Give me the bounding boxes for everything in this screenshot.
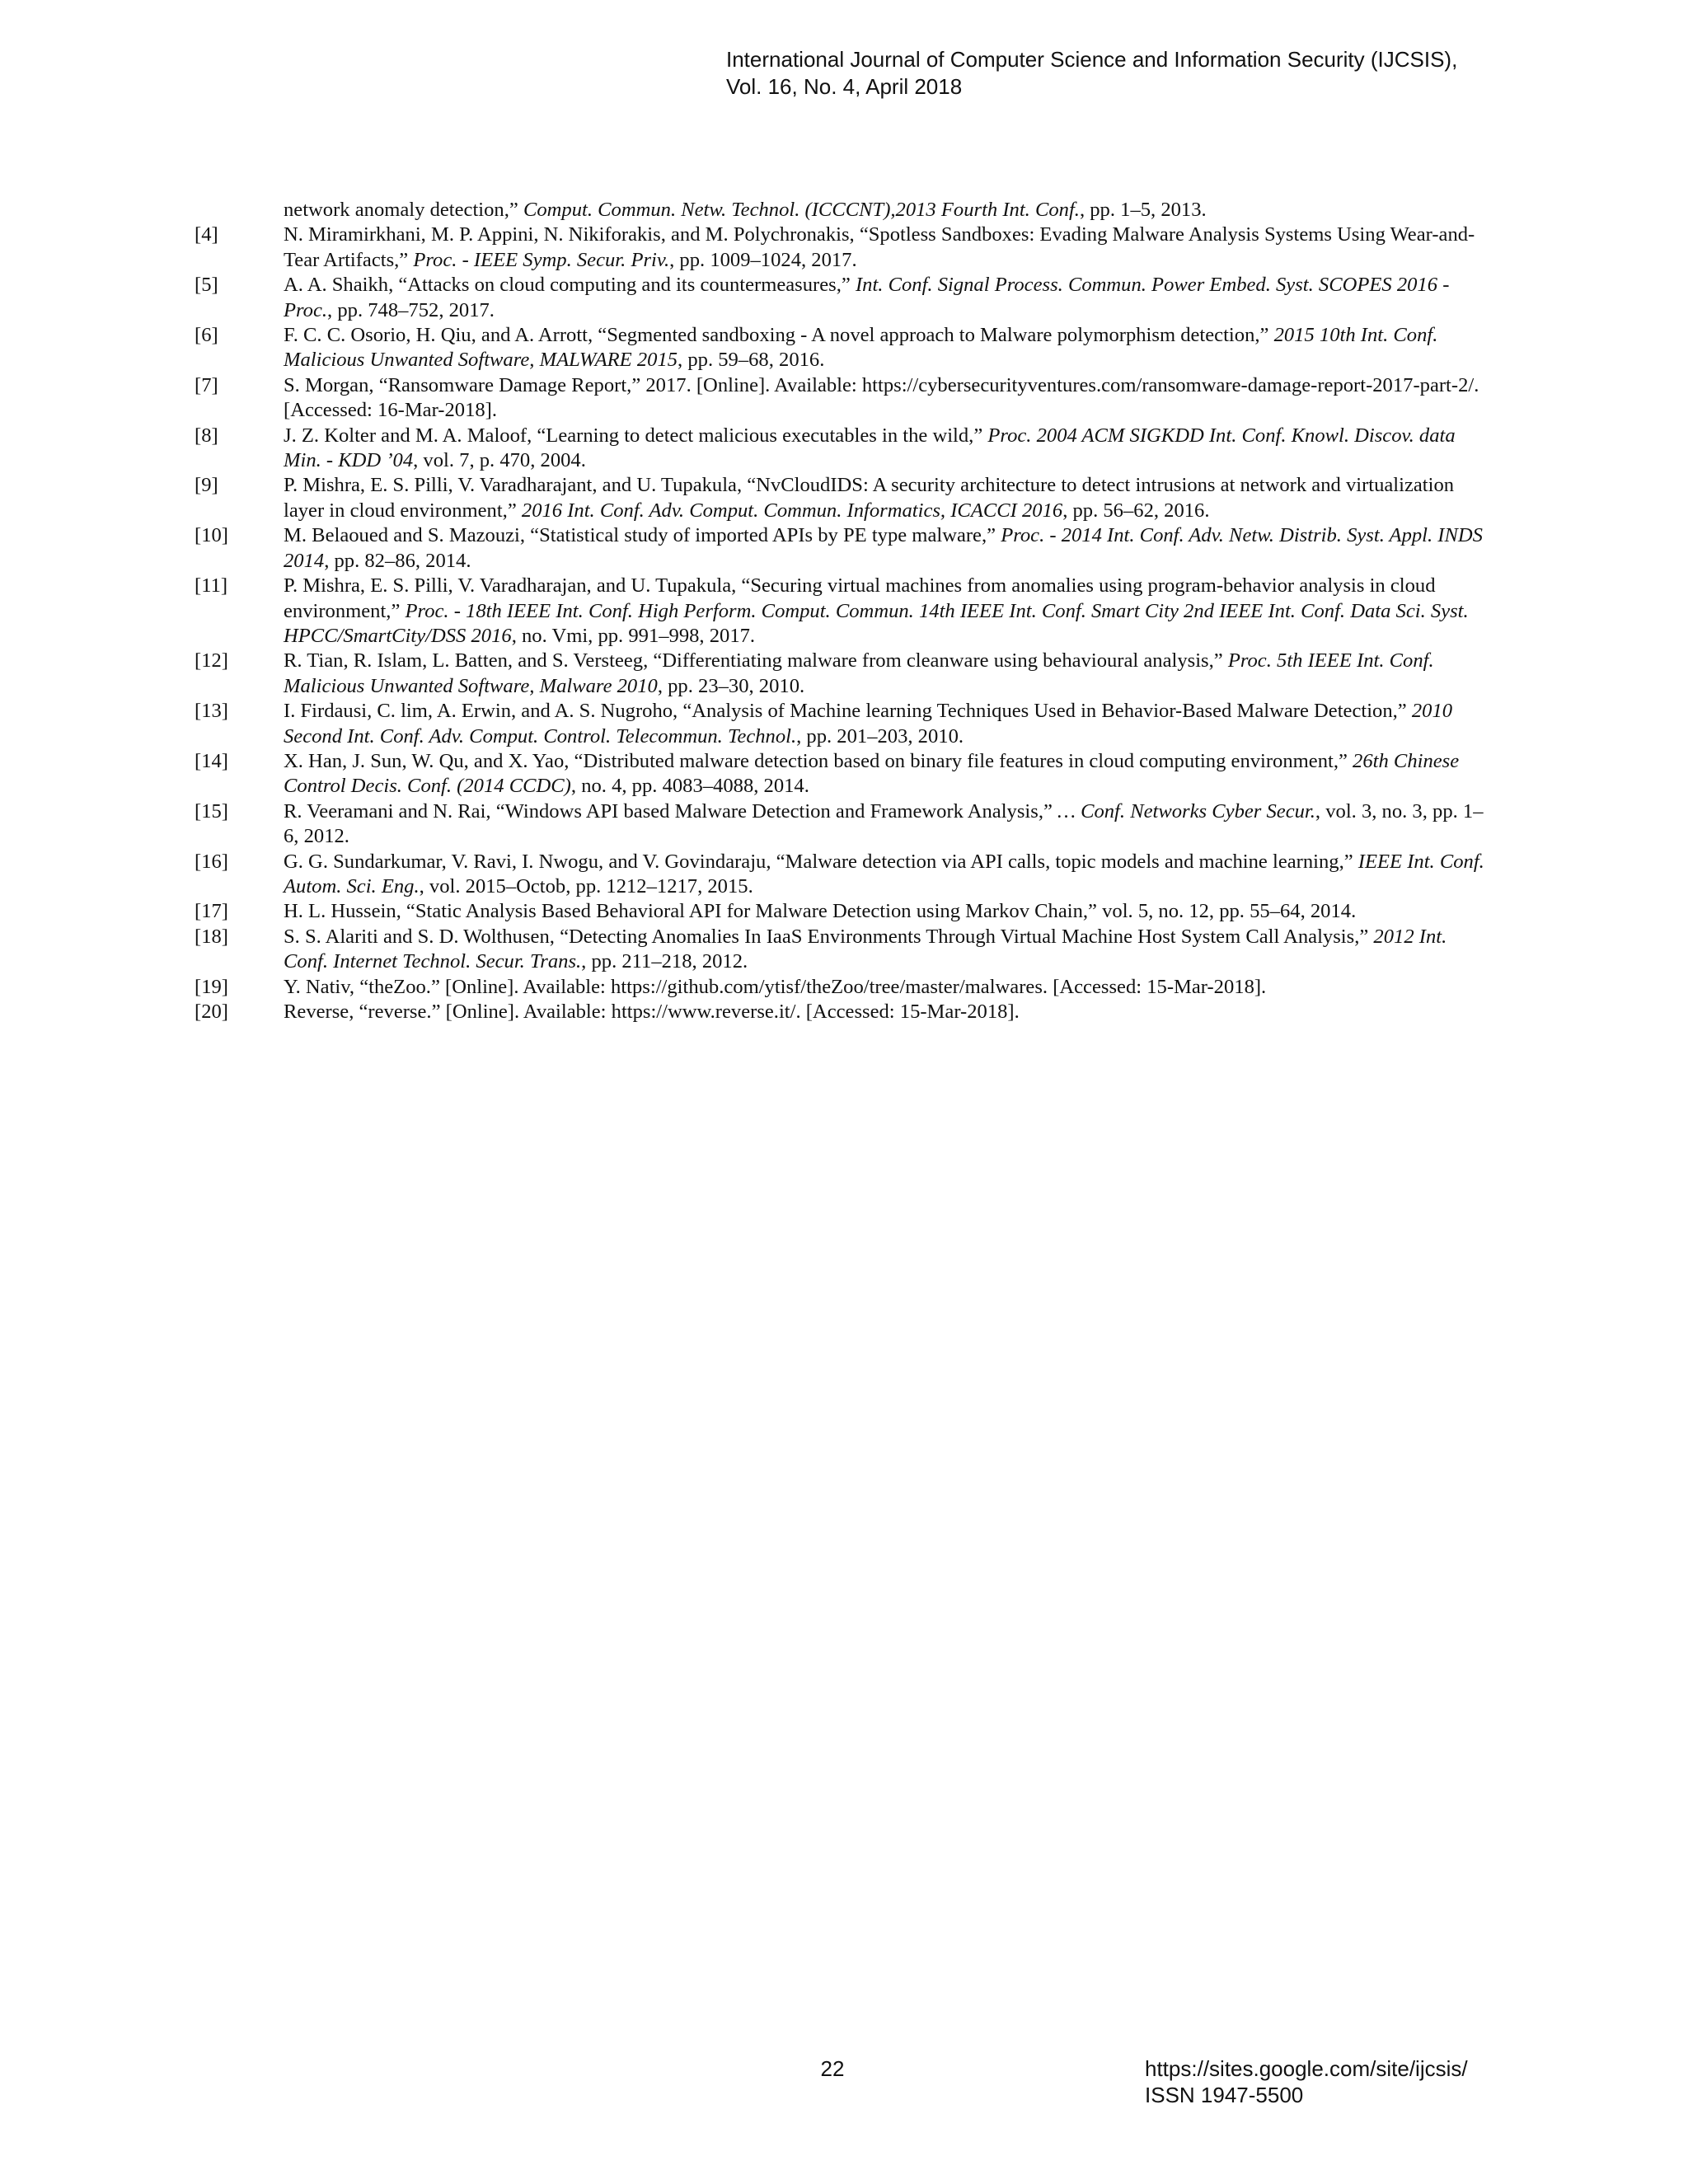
footer-url: https://sites.google.com/site/ijcsis/ xyxy=(1145,2056,1468,2081)
reference-text xyxy=(284,574,1485,649)
reference-segment: H. L. Hussein, “Static Analysis Based Behavioral API for Malware Detection using Markov Chain,” vol. 5, no. 12, pp. 55–64, 2014. xyxy=(284,900,1357,923)
reference-number: [8] xyxy=(195,424,218,447)
reference-item xyxy=(195,749,1485,799)
journal-title: International Journal of Computer Science and Information Security (IJCSIS), xyxy=(726,47,1458,72)
reference-segment: , pp. 211–218, 2012. xyxy=(581,950,748,973)
reference-segment: J. Z. Kolter and M. A. Maloof, “Learning to detect malicious executables in the wild,” xyxy=(284,424,988,447)
reference-text xyxy=(284,925,1485,975)
reference-number: [20] xyxy=(195,1001,228,1023)
reference-number: [7] xyxy=(195,373,218,396)
reference-item xyxy=(195,799,1485,850)
reference-number: [10] xyxy=(195,524,228,547)
page-number: 22 xyxy=(820,2056,845,2081)
reference-segment: , pp. 82–86, 2014. xyxy=(324,549,471,572)
reference-venue: 2015 10th Int. Conf. Malicious Unwanted Software, MALWARE 2015 xyxy=(284,324,1438,372)
reference-segment: P. Mishra, E. S. Pilli, V. Varadharajant, and U. Tupakula, “NvCloudIDS: A security architecture to detect intrusions at network and virtualization layer in cloud environment,” xyxy=(284,474,1455,522)
reference-item xyxy=(195,523,1485,574)
reference-text xyxy=(284,799,1485,850)
footer-issn: ISSN 1947-5500 xyxy=(1145,2083,1304,2107)
reference-venue: Proc. - 18th IEEE Int. Conf. High Perform. Comput. Commun. 14th IEEE Int. Conf. Smart City 2nd IEEE Int. Conf. Data Sci. Syst. HPCC/SmartCity/DSS 2016 xyxy=(284,599,1469,647)
reference-text xyxy=(284,649,1485,699)
reference-text xyxy=(284,273,1485,323)
reference-item xyxy=(195,699,1485,749)
reference-text xyxy=(284,473,1485,523)
reference-segment: , pp. 748–752, 2017. xyxy=(327,298,495,321)
reference-number: [19] xyxy=(195,975,228,998)
reference-item xyxy=(195,1000,1485,1024)
reference-number: [6] xyxy=(195,324,218,347)
journal-issue: Vol. 16, No. 4, April 2018 xyxy=(726,74,963,99)
reference-segment: , vol. 3, no. 3, pp. 1–6, 2012. xyxy=(284,799,1484,848)
reference-segment: , pp. 56–62, 2016. xyxy=(1062,499,1210,522)
reference-text xyxy=(284,975,1485,1000)
reference-text xyxy=(284,373,1485,424)
reference-venue: 2012 Int. Conf. Internet Technol. Secur. Trans. xyxy=(284,925,1447,973)
reference-segment: S. Morgan, “Ransomware Damage Report,” 2017. [Online]. Available: https://cybersecurityventures.com/ransomware-damage-report-2017-part-2/. [Accessed: 16-Mar-2018]. xyxy=(284,373,1479,422)
reference-text xyxy=(284,850,1485,900)
reference-segment: , pp. 23–30, 2010. xyxy=(657,674,805,697)
reference-segment: F. C. C. Osorio, H. Qiu, and A. Arrott, “Segmented sandboxing - A novel approach to Malware polymorphism detection,” xyxy=(284,324,1274,347)
reference-segment: R. Veeramani and N. Rai, “Windows API based Malware Detection and Framework Analysis,” xyxy=(284,799,1058,823)
reference-venue: Int. Conf. Signal Process. Commun. Power Embed. Syst. SCOPES 2016 - Proc. xyxy=(284,274,1450,321)
reference-segment: M. Belaoued and S. Mazouzi, “Statistical study of imported APIs by PE type malware,” xyxy=(284,524,1001,547)
reference-text xyxy=(284,749,1485,799)
reference-segment: R. Tian, R. Islam, L. Batten, and S. Versteeg, “Differentiating malware from cleanware using behavioural analysis,” xyxy=(284,649,1228,673)
reference-number: [11] xyxy=(195,574,228,598)
reference-number: [14] xyxy=(195,749,228,772)
reference-number: [9] xyxy=(195,474,218,497)
footer-info xyxy=(1145,2055,1468,2108)
reference-text xyxy=(284,198,1485,223)
reference-segment: G. G. Sundarkumar, V. Ravi, I. Nwogu, and V. Govindaraju, “Malware detection via API calls, topic models and machine learning,” xyxy=(284,850,1358,873)
reference-number: [18] xyxy=(195,925,228,948)
reference-text xyxy=(284,323,1485,373)
reference-text xyxy=(284,899,1485,924)
reference-venue: 2010 Second Int. Conf. Adv. Comput. Control. Telecommun. Technol. xyxy=(284,700,1453,748)
reference-segment: network anomaly detection,” xyxy=(284,199,523,221)
reference-item xyxy=(195,198,1485,223)
reference-segment: , pp. 59–68, 2016. xyxy=(678,349,825,372)
reference-venue: Proc. 2004 ACM SIGKDD Int. Conf. Knowl. Discov. data Min. - KDD ’04 xyxy=(284,424,1456,472)
reference-venue: Proc. 5th IEEE Int. Conf. Malicious Unwanted Software, Malware 2010 xyxy=(284,649,1434,697)
reference-text xyxy=(284,223,1485,273)
reference-item xyxy=(195,899,1485,924)
reference-segment: I. Firdausi, C. lim, A. Erwin, and A. S. Nugroho, “Analysis of Machine learning Techniques Used in Behavior-Based Malware Detection,” xyxy=(284,700,1412,723)
reference-number: [15] xyxy=(195,799,228,823)
reference-text xyxy=(284,699,1485,749)
reference-segment: , pp. 201–203, 2010. xyxy=(796,724,964,748)
reference-segment: A. A. Shaikh, “Attacks on cloud computing and its countermeasures,” xyxy=(284,274,856,297)
reference-segment: , no. 4, pp. 4083–4088, 2014. xyxy=(570,775,809,798)
reference-segment: , pp. 1009–1024, 2017. xyxy=(669,248,857,271)
reference-item xyxy=(195,373,1485,424)
reference-item xyxy=(195,574,1485,649)
reference-venue: 26th Chinese Control Decis. Conf. (2014 CCDC) xyxy=(284,749,1460,798)
reference-list xyxy=(195,198,1485,1024)
reference-number: [17] xyxy=(195,900,228,923)
reference-item xyxy=(195,975,1485,1000)
reference-venue: Comput. Commun. Netw. Technol. (ICCCNT),2013 Fourth Int. Conf. xyxy=(523,199,1080,221)
reference-segment: , no. Vmi, pp. 991–998, 2017. xyxy=(511,624,756,647)
reference-item xyxy=(195,850,1485,900)
reference-item xyxy=(195,273,1485,323)
reference-item xyxy=(195,925,1485,975)
reference-venue: … Conf. Networks Cyber Secur. xyxy=(1057,799,1315,823)
reference-item xyxy=(195,649,1485,699)
reference-segment: N. Miramirkhani, M. P. Appini, N. Nikiforakis, and M. Polychronakis, “Spotless Sandboxes: Evading Malware Analysis Systems Using Wear-and-Tear Artifacts,” xyxy=(284,223,1475,271)
reference-segment: , vol. 2015–Octob, pp. 1212–1217, 2015. xyxy=(419,874,753,898)
reference-segment: Reverse, “reverse.” [Online]. Available: https://www.reverse.it/. [Accessed: 15-Mar-2018]. xyxy=(284,1001,1020,1023)
reference-venue: Proc. - 2014 Int. Conf. Adv. Netw. Distrib. Syst. Appl. INDS 2014 xyxy=(284,524,1483,572)
reference-item xyxy=(195,473,1485,523)
reference-item xyxy=(195,223,1485,273)
reference-number: [13] xyxy=(195,700,228,723)
reference-number: [4] xyxy=(195,223,218,246)
reference-number: [16] xyxy=(195,850,228,873)
reference-segment: P. Mishra, E. S. Pilli, V. Varadharajan, and U. Tupakula, “Securing virtual machines from anomalies using program-behavior analysis in cloud environment,” xyxy=(284,574,1436,622)
reference-venue: Proc. - IEEE Symp. Secur. Priv. xyxy=(413,248,670,271)
reference-venue: 2016 Int. Conf. Adv. Comput. Commun. Informatics, ICACCI 2016 xyxy=(521,499,1063,522)
journal-header xyxy=(726,46,1649,101)
reference-segment: Y. Nativ, “theZoo.” [Online]. Available: https://github.com/ytisf/theZoo/tree/master/malwares. [Accessed: 15-Mar-2018]. xyxy=(284,975,1267,998)
reference-number: [5] xyxy=(195,274,218,297)
reference-item xyxy=(195,424,1485,474)
reference-segment: , vol. 7, p. 470, 2004. xyxy=(413,449,586,472)
reference-segment: , pp. 1–5, 2013. xyxy=(1079,199,1207,221)
reference-text xyxy=(284,1000,1485,1024)
reference-segment: X. Han, J. Sun, W. Qu, and X. Yao, “Distributed malware detection based on binary file features in cloud computing environment,” xyxy=(284,749,1353,772)
reference-text xyxy=(284,424,1485,474)
reference-number: [12] xyxy=(195,649,228,673)
reference-item xyxy=(195,323,1485,373)
reference-text xyxy=(284,523,1485,574)
reference-segment: S. S. Alariti and S. D. Wolthusen, “Detecting Anomalies In IaaS Environments Through Virtual Machine Host System Call Analysis,” xyxy=(284,925,1374,948)
reference-venue: IEEE Int. Conf. Autom. Sci. Eng. xyxy=(284,850,1484,898)
